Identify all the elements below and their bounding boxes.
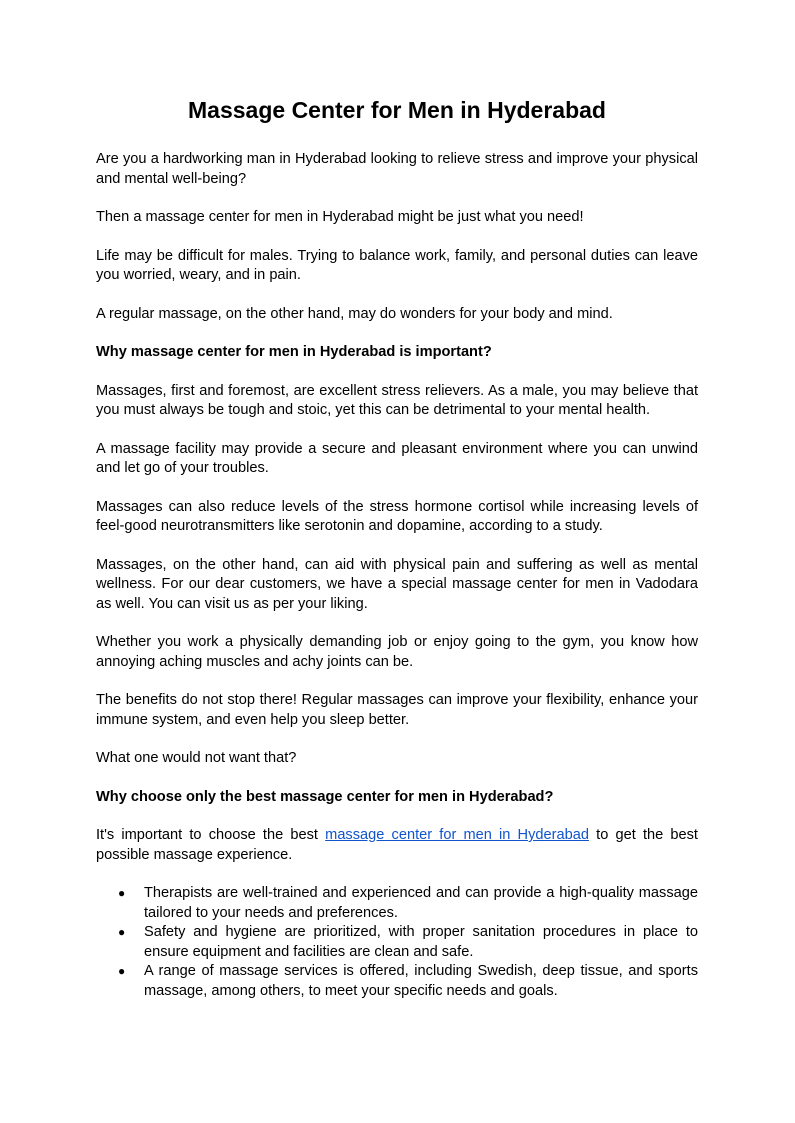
list-item-text: A range of massage services is offered, including Swedish, deep tissue, and sports massage, among others, to meet your specific needs and goals. bbox=[144, 963, 698, 999]
page-title: Massage Center for Men in Hyderabad bbox=[188, 97, 606, 123]
paragraph-stress-relievers: Massages, first and foremost, are excellent stress relievers. As a male, you may believe that you must always be tough and stoic, yet this can be detrimental to your mental health. bbox=[96, 382, 698, 418]
list-item bbox=[96, 962, 698, 1001]
paragraph-physical-pain: Massages, on the other hand, can aid with physical pain and suffering as well as mental wellness. For our dear customers, we have a special massage center for men in Vadodara as well. You can visit us as per your liking. bbox=[96, 556, 698, 612]
paragraph-benefits: The benefits do not stop there! Regular massages can improve your flexibility, enhance your immune system, and even help you sleep better. bbox=[96, 692, 698, 728]
bullet-icon: ● bbox=[118, 925, 126, 939]
paragraph-cortisol: Massages can also reduce levels of the stress hormone cortisol while increasing levels of feel-good neurotransmitters like serotonin and dopamine, according to a study. bbox=[96, 498, 698, 534]
paragraph-need: Then a massage center for men in Hyderabad might be just what you need! bbox=[96, 209, 584, 225]
paragraph-text-after-link: to get the best possible massage experience. bbox=[96, 827, 698, 863]
paragraph-intro: Are you a hardworking man in Hyderabad looking to relieve stress and improve your physical and mental well-being? bbox=[96, 151, 698, 187]
bullet-icon: ● bbox=[118, 964, 126, 978]
paragraph-choose-best bbox=[96, 826, 698, 865]
section-heading-importance: Why massage center for men in Hyderabad is important? bbox=[96, 344, 492, 360]
list-item bbox=[96, 923, 698, 962]
paragraph-life: Life may be difficult for males. Trying to balance work, family, and personal duties can leave you worried, weary, and in pain. bbox=[96, 247, 698, 283]
paragraph-aching-muscles: Whether you work a physically demanding job or enjoy going to the gym, you know how annoying aching muscles and achy joints can be. bbox=[96, 634, 698, 670]
list-item-text: Safety and hygiene are prioritized, with proper sanitation procedures in place to ensure equipment and facilities are clean and safe. bbox=[144, 924, 698, 960]
paragraph-question: What one would not want that? bbox=[96, 750, 297, 766]
list-item bbox=[96, 884, 698, 923]
paragraph-facility: A massage facility may provide a secure and pleasant environment where you can unwind and let go of your troubles. bbox=[96, 440, 698, 476]
document-page bbox=[96, 96, 698, 1001]
paragraph-regular-massage: A regular massage, on the other hand, may do wonders for your body and mind. bbox=[96, 305, 613, 322]
benefits-list bbox=[96, 884, 698, 1001]
massage-center-link[interactable]: massage center for men in Hyderabad bbox=[325, 827, 589, 843]
list-item-text: Therapists are well-trained and experienced and can provide a high-quality massage tailored to your needs and preferences. bbox=[144, 885, 698, 921]
section-heading-choose-best: Why choose only the best massage center for men in Hyderabad? bbox=[96, 788, 554, 805]
bullet-icon: ● bbox=[118, 886, 126, 900]
paragraph-text-before-link: It's important to choose the best bbox=[96, 827, 326, 843]
